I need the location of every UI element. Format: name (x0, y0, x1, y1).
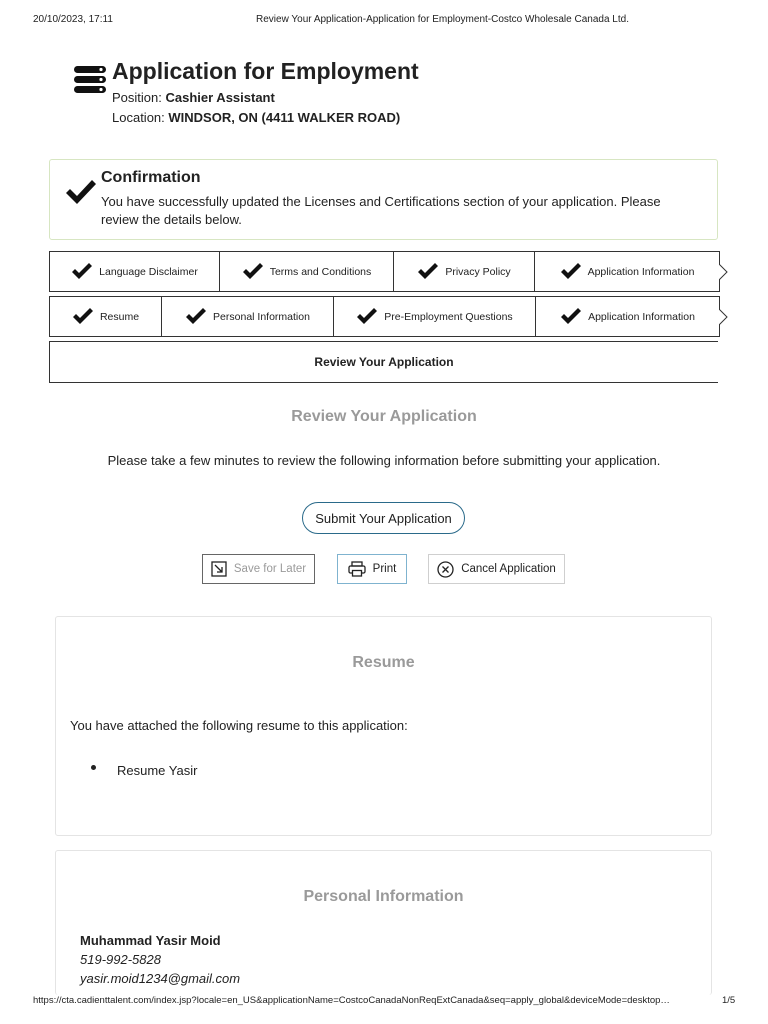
step-application-information-2[interactable] (535, 296, 720, 337)
resume-heading: Resume (352, 654, 415, 671)
printer-icon (348, 561, 366, 577)
checkmark-icon (356, 307, 378, 327)
page-title: Application for Employment (112, 58, 419, 84)
chevron-right-icon (719, 264, 728, 280)
position-value: Cashier Assistant (165, 90, 275, 105)
main-heading: Review Your Application (291, 408, 477, 425)
checkmark-icon (71, 262, 93, 282)
checkmark-icon (185, 307, 207, 327)
chevron-right-icon (719, 309, 728, 325)
step-label: Personal Information (213, 310, 310, 323)
location-label: Location: (112, 110, 169, 125)
step-personal-information[interactable] (161, 296, 334, 337)
position-line (112, 90, 275, 105)
checkmark-icon (72, 307, 94, 327)
print-page-title: Review Your Application-Application for Employment-Costco Wholesale Canada Ltd. (256, 14, 629, 25)
personal-information-heading: Personal Information (303, 888, 464, 905)
step-application-information[interactable] (534, 251, 720, 292)
confirmation-message: You have successfully updated the Licenses and Certifications section of your application. Please review the details below. (101, 194, 661, 227)
cancel-application-label: Cancel Application (461, 563, 556, 575)
confirmation-title: Confirmation (101, 169, 201, 186)
step-review-your-application[interactable]: Review Your Application (49, 341, 718, 383)
checkmark-icon (560, 262, 582, 282)
resume-section (55, 616, 712, 836)
personal-information-section (55, 850, 712, 995)
cancel-application-button[interactable] (428, 554, 565, 584)
step-privacy-policy[interactable] (393, 251, 535, 292)
location-value: WINDSOR, ON (4411 WALKER ROAD) (168, 110, 401, 125)
applicant-name: Muhammad Yasir Moid (80, 933, 221, 948)
resume-item[interactable]: Resume Yasir (117, 763, 198, 778)
step-label: Pre-Employment Questions (384, 310, 513, 323)
step-label: Application Information (588, 310, 695, 323)
confirmation-panel (49, 159, 718, 240)
print-datetime: 20/10/2023, 17:11 (33, 14, 113, 25)
location-line (112, 110, 400, 125)
step-label: Application Information (587, 265, 695, 278)
step-resume[interactable] (49, 296, 162, 337)
save-for-later-button[interactable] (202, 554, 315, 584)
step-terms-and-conditions[interactable] (219, 251, 394, 292)
print-url: https://cta.cadienttalent.com/index.jsp?locale=en_US&applicationName=CostcoCanadaNonReqExtCanada&seq=apply_global&deviceMode=desktop… (33, 995, 670, 1006)
step-pre-employment-questions[interactable] (333, 296, 536, 337)
checkmark-icon (560, 307, 582, 327)
application-list-icon (74, 64, 106, 96)
applicant-phone: 519-992-5828 (80, 952, 161, 967)
print-page-number: 1/5 (722, 995, 736, 1006)
step-label: Language Disclaimer (99, 265, 198, 278)
intro-text: Please take a few minutes to review the following information before submitting your application. (107, 453, 661, 468)
step-label: Privacy Policy (445, 265, 511, 278)
save-arrow-icon (211, 561, 227, 577)
resume-intro: You have attached the following resume to this application: (70, 718, 408, 733)
close-circle-icon (437, 561, 454, 578)
print-label: Print (372, 563, 397, 575)
step-label: Terms and Conditions (269, 265, 372, 278)
list-bullet (91, 765, 96, 770)
save-for-later-label: Save for Later (233, 563, 307, 575)
applicant-email: yasir.moid1234@gmail.com (80, 971, 241, 986)
step-language-disclaimer[interactable] (49, 251, 220, 292)
checkmark-icon (242, 262, 264, 282)
checkmark-icon (417, 262, 439, 282)
submit-application-button[interactable]: Submit Your Application (302, 502, 465, 534)
print-button[interactable] (337, 554, 407, 584)
step-label: Resume (99, 310, 140, 323)
position-label: Position: (112, 90, 166, 105)
checkmark-icon (64, 178, 98, 208)
